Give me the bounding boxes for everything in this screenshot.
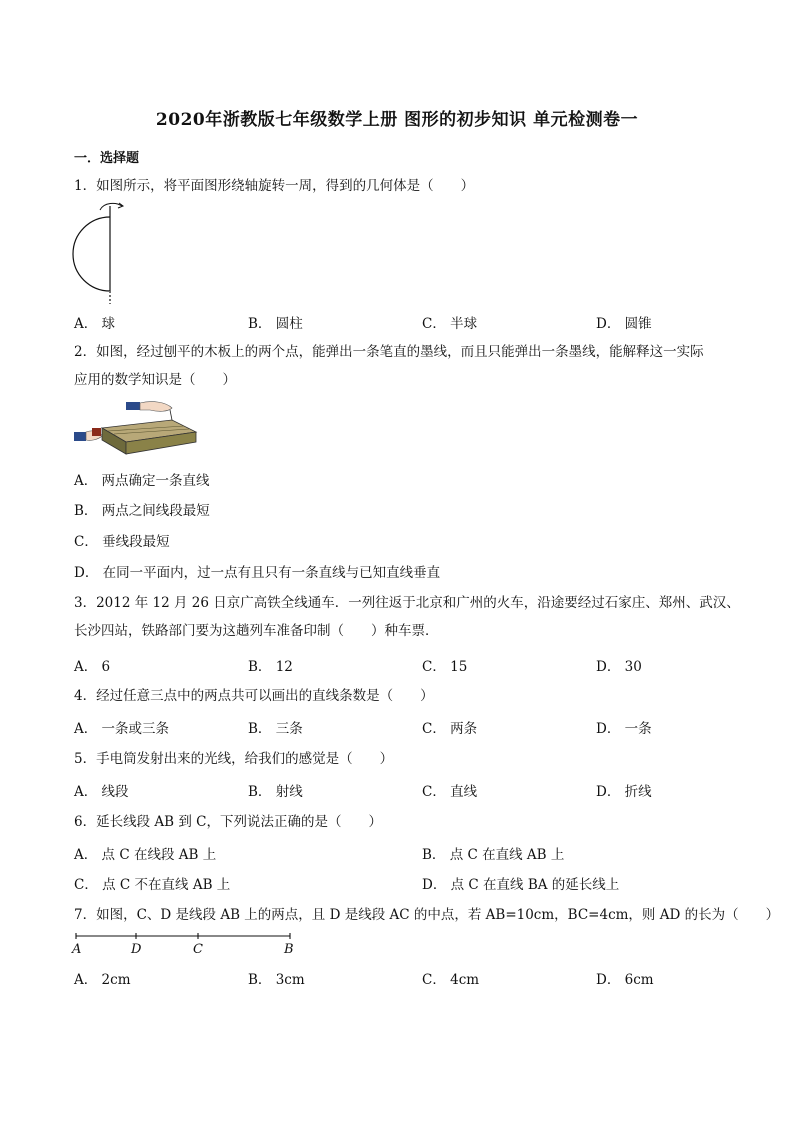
- left-sleeve: [74, 432, 86, 441]
- question-3-option-a[interactable]: A． 6: [74, 659, 111, 675]
- question-3-stem-line-2: 长沙四站，铁路部门要为这趟列车准备印制（ ）种车票．: [74, 623, 439, 639]
- question-2-option-b[interactable]: B． 两点之间线段最短: [74, 503, 210, 519]
- ink-box: [92, 428, 101, 436]
- question-3-option-b[interactable]: B． 12: [248, 659, 293, 675]
- question-5-option-a[interactable]: A． 线段: [74, 784, 129, 800]
- point-label-c: C: [193, 942, 203, 957]
- question-1-stem: 1．如图所示，将平面图形绕轴旋转一周，得到的几何体是（ ）: [74, 178, 475, 194]
- question-5-option-d[interactable]: D． 折线: [596, 784, 652, 800]
- question-6-option-d[interactable]: D． 点 C 在直线 BA 的延长线上: [422, 877, 620, 893]
- question-4-stem: 4．经过任意三点中的两点共可以画出的直线条数是（ ）: [74, 688, 434, 704]
- question-7-option-d[interactable]: D． 6cm: [596, 972, 654, 988]
- question-1-option-c[interactable]: C． 半球: [422, 316, 478, 332]
- question-2-board-figure: [74, 398, 199, 456]
- question-2-option-d[interactable]: D． 在同一平面内，过一点有且只有一条直线与已知直线垂直: [74, 565, 441, 581]
- question-7-stem: 7．如图，C、D 是线段 AB 上的两点，且 D 是线段 AC 的中点，若 AB=10cm，BC=4cm，则 AD 的长为（ ）: [74, 907, 780, 923]
- question-5-stem: 5．手电筒发射出来的光线，给我们的感觉是（ ）: [74, 751, 394, 767]
- question-7-segment-figure: [70, 930, 300, 956]
- question-1-figure: [70, 200, 130, 310]
- hand-right: [140, 402, 172, 412]
- question-6-stem: 6．延长线段 AB 到 C，下列说法正确的是（ ）: [74, 814, 382, 830]
- question-4-option-c[interactable]: C． 两条: [422, 721, 478, 737]
- section-heading: 一．选择题: [74, 151, 140, 166]
- rotation-arrow-icon: [100, 203, 122, 210]
- question-4-option-a[interactable]: A． 一条或三条: [74, 721, 170, 737]
- point-label-d: D: [131, 942, 142, 957]
- question-1-option-d[interactable]: D． 圆锥: [596, 316, 652, 332]
- question-7-option-c[interactable]: C． 4cm: [422, 972, 480, 988]
- semicircle-shape: [73, 217, 110, 291]
- question-1-option-b[interactable]: B． 圆柱: [248, 316, 303, 332]
- question-2-stem-line-1: 2．如图，经过刨平的木板上的两个点，能弹出一条笔直的墨线，而且只能弹出一条墨线，能解释这一实际: [74, 344, 704, 360]
- question-6-option-a[interactable]: A． 点 C 在线段 AB 上: [74, 847, 217, 863]
- page-title: 2020年浙教版七年级数学上册 图形的初步知识 单元检测卷一: [155, 110, 639, 130]
- point-label-b: B: [284, 942, 294, 957]
- question-4-option-d[interactable]: D． 一条: [596, 721, 652, 737]
- hand-sleeve: [126, 402, 140, 410]
- question-7-option-a[interactable]: A． 2cm: [74, 972, 131, 988]
- question-5-option-c[interactable]: C． 直线: [422, 784, 478, 800]
- question-2-stem-line-2: 应用的数学知识是（ ）: [74, 372, 236, 388]
- question-6-option-b[interactable]: B． 点 C 在直线 AB 上: [422, 847, 565, 863]
- question-1-option-a[interactable]: A． 球: [74, 316, 116, 332]
- question-6-option-c[interactable]: C． 点 C 不在直线 AB 上: [74, 877, 231, 893]
- point-label-a: A: [72, 942, 82, 957]
- question-3-option-c[interactable]: C． 15: [422, 659, 468, 675]
- question-3-option-d[interactable]: D． 30: [596, 659, 642, 675]
- question-7-option-b[interactable]: B． 3cm: [248, 972, 305, 988]
- question-5-option-b[interactable]: B． 射线: [248, 784, 303, 800]
- question-2-option-a[interactable]: A． 两点确定一条直线: [74, 473, 210, 489]
- question-2-option-c[interactable]: C． 垂线段最短: [74, 534, 170, 550]
- question-4-option-b[interactable]: B． 三条: [248, 721, 303, 737]
- question-3-stem-line-1: 3．2012 年 12 月 26 日京广高铁全线通车．一列往返于北京和广州的火车，沿途要经过石家庄、郑州、武汉、: [74, 595, 740, 611]
